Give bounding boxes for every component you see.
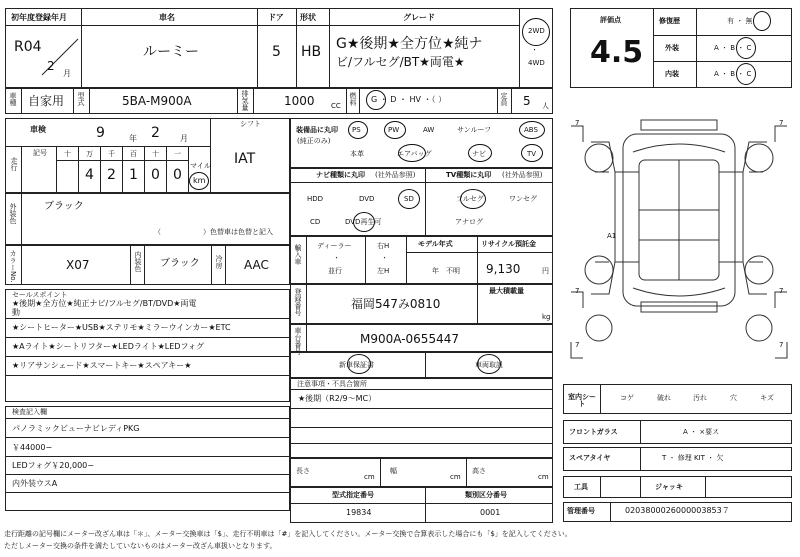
inspection-label: 車検 <box>30 125 46 134</box>
import-hand-dot: ・ <box>381 254 388 262</box>
capacity-unit: 人 <box>542 102 549 110</box>
navi-hdd: HDD <box>307 195 324 203</box>
sales-point-line-4: ★Aライト★シートリフター★LEDライト★LEDフォグ <box>12 342 205 351</box>
registration-era: R04 <box>14 39 42 55</box>
seat-tear: 破れ <box>657 394 671 402</box>
seat-scratch: キズ <box>760 394 774 402</box>
color-number-value: X07 <box>66 258 90 272</box>
seat-stain: 汚れ <box>693 394 707 402</box>
car-name-label: 車名 <box>159 13 175 22</box>
color-number-label: カラーNo. <box>9 250 17 283</box>
sales-points-label: セールスポイント <box>12 291 68 299</box>
interior-seat-label: 室内シート <box>568 393 596 408</box>
ac-label: 冷房 <box>215 255 223 269</box>
mileage-header-10man: 十 <box>64 150 71 158</box>
registration-month: 2 <box>47 59 55 73</box>
class-number-label: 類別区分番号 <box>465 491 507 499</box>
mileage-header-ichi: 一 <box>174 150 181 158</box>
equip-pw: PW <box>388 126 400 134</box>
footer-note-2: ただしメーター交換の条件を満たしていないものはメーター改ざん車扱いとなります。 <box>4 542 277 550</box>
score-value: 4.5 <box>590 35 644 70</box>
recycle-unit: 円 <box>542 267 549 275</box>
model-value: 5BA-M900A <box>122 94 192 108</box>
mileage-digit-2: 4 <box>85 167 94 183</box>
usage-label: 車種 <box>9 92 17 106</box>
model-year-value: 年 不明 <box>432 267 460 275</box>
sales-point-line-2: 動 <box>12 308 20 317</box>
inspection-month-unit: 月 <box>180 134 188 143</box>
grade-label: グレード <box>403 13 435 22</box>
fuel-options: G ・ D ・ HV ・（ ） <box>371 95 447 104</box>
import-dealer: ディーラー <box>317 242 352 250</box>
mileage-label: 走行 <box>10 157 18 171</box>
inspection-entry-4: 内外装ウスA <box>12 479 58 488</box>
type-designation-label: 型式指定番号 <box>332 491 374 499</box>
displacement-label: 排気量 <box>241 90 249 111</box>
fuel-label: 燃料 <box>349 92 357 106</box>
equip-abs: ABS <box>524 126 538 134</box>
seat-hole: 穴 <box>730 394 737 402</box>
tv-analog: アナログ <box>455 218 483 226</box>
import-dealer-dot: ・ <box>333 254 340 262</box>
drive-separator: ・ <box>531 46 538 54</box>
mileage-symbol-label: 記号 <box>33 149 47 157</box>
seat-burn: コゲ <box>620 394 634 402</box>
capacity-value: 5 <box>523 94 531 108</box>
car-damage-diagram <box>563 112 795 372</box>
mileage-km: km <box>193 176 206 185</box>
mileage-digit-3: 2 <box>107 167 116 183</box>
sales-point-line-1: ★後期★全方位★純正ナビ/フルセグ/BT/DVD★両電 <box>12 299 197 308</box>
equip-navi: ナビ <box>472 150 486 158</box>
spare-tire-value: T ・ 修理 KIT ・ 欠 <box>662 454 724 462</box>
drive-2wd: 2WD <box>528 27 545 35</box>
length-unit: cm <box>364 473 375 481</box>
import-label: 輸入車 <box>294 244 302 265</box>
capacity-label: 定員 <box>500 92 508 106</box>
tv-fullseg: フルセグ <box>456 195 484 203</box>
max-load-unit: kg <box>542 313 551 321</box>
inspection-entry-3: LEDフォグ￥20,000− <box>12 461 94 470</box>
notes-label: 注意事項・不具合箇所 <box>297 380 367 388</box>
mileage-digit-5: 0 <box>151 167 160 183</box>
interior-grade-options: A ・ B ・ C <box>714 70 752 78</box>
header-diagonal <box>40 37 80 77</box>
equip-tv: TV <box>527 150 537 158</box>
registration-month-unit: 月 <box>63 69 71 78</box>
max-load-label: 最大積載量 <box>489 287 524 295</box>
navi-type-sub: (社外品参照) <box>375 171 416 179</box>
registration-label: 登録番号 <box>294 288 302 316</box>
import-right-hand: 右H <box>377 242 390 250</box>
tools-label: 工具 <box>574 483 588 491</box>
first-registration-label: 初年度登録年月 <box>11 13 67 22</box>
inspection-year: 9 <box>96 125 105 141</box>
class-number-value: 0001 <box>480 508 501 517</box>
warranty-book: 新車保証書 <box>339 361 374 369</box>
displacement-unit: CC <box>331 102 341 110</box>
equip-airbag: エアバッグ <box>397 150 432 158</box>
inspection-entry-2: ￥44000− <box>12 443 53 452</box>
repair-history-label: 修復歴 <box>659 17 680 25</box>
diagram-bracket-label-tr: 7 <box>779 119 784 127</box>
height-unit: cm <box>538 473 549 481</box>
footer-note-1: 走行距離の記号欄にメーター改ざん車は「＊」、メーター交換車は「$」、走行不明車は「#」を記入してください。メーター交換で合算表示した場合にも「$」を記入してください。 <box>4 530 572 538</box>
mileage-header-sen: 千 <box>108 150 115 158</box>
type-number-block <box>290 487 553 523</box>
model-year-label: モデル年式 <box>418 240 453 248</box>
usage-value: 自家用 <box>28 94 65 108</box>
door-count: 5 <box>272 44 281 60</box>
grade-line-2: ビ/フルセグ/BT★両電★ <box>336 55 465 69</box>
equipment-sub: (純正のみ) <box>297 137 331 145</box>
jack-label: ジャッキ <box>655 483 683 491</box>
repair-none-circle <box>753 11 771 31</box>
displacement-value: 1000 <box>284 94 315 108</box>
exterior-color-value: ブラック <box>44 201 84 212</box>
diagram-damage-mark: A1 <box>607 232 617 240</box>
exterior-grade-label: 外装 <box>665 44 679 52</box>
navi-type-label: ナビ種類に丸印 <box>316 171 365 179</box>
management-number-value: 0203800026000003853７ <box>625 506 730 515</box>
color-change-note: （ ）色替車は色替と記入 <box>154 228 273 236</box>
height-label: 高さ <box>472 467 486 475</box>
recycle-label: リサイクル預託金 <box>481 240 537 248</box>
inspection-entry-1: パノラミックビューナビレディPKG <box>12 424 140 433</box>
shape-label: 形状 <box>300 13 316 22</box>
length-label: 長さ <box>296 467 310 475</box>
model-label: 型式 <box>77 92 85 106</box>
diagram-bracket-label-ml: 7 <box>575 287 580 295</box>
usage-row <box>5 88 553 114</box>
body-shape: HB <box>301 44 322 60</box>
owner-manual: 車両取説 <box>475 361 503 369</box>
width-unit: cm <box>450 473 461 481</box>
mileage-header-hyaku: 百 <box>130 150 137 158</box>
mileage-digit-6: 0 <box>173 167 182 183</box>
tv-oneseg: ワンセグ <box>509 195 537 203</box>
navi-cd: CD <box>310 218 321 226</box>
mileage-header-man: 万 <box>86 150 93 158</box>
diagram-bracket-label-bl: 7 <box>575 341 580 349</box>
diagram-bracket-label-tl: 7 <box>575 119 580 127</box>
interior-color-label: 内装色 <box>134 251 142 272</box>
navi-dvd-play: DVD再生可 <box>345 218 382 226</box>
spare-tire-label: スペアタイヤ <box>569 454 611 462</box>
registration-value: 福岡547み0810 <box>351 297 441 311</box>
diagram-bracket-label-br: 7 <box>779 341 784 349</box>
car-name: ルーミー <box>143 44 199 60</box>
interior-color-value: ブラック <box>160 258 200 269</box>
tv-type-label: TV種類に丸印 <box>446 171 492 179</box>
equip-leather: 本革 <box>350 150 364 158</box>
width-label: 幅 <box>390 467 397 475</box>
type-designation-value: 19834 <box>346 508 372 517</box>
grade-line-1: G★後期★全方位★純ナ <box>336 36 483 52</box>
inspection-entries-block <box>5 406 290 511</box>
import-parallel: 並行 <box>328 267 342 275</box>
sales-point-line-3: ★シートヒーター★USB★ステリモ★ミラーウインカー★ETC <box>12 323 231 332</box>
notes-block <box>290 378 553 458</box>
repair-history-options: 有 ・ 無 <box>727 17 753 25</box>
exterior-grade-options: A ・ B ・ C <box>714 44 752 52</box>
drive-4wd: 4WD <box>528 59 545 67</box>
windshield-value: A ・ ×要ス <box>683 428 720 436</box>
navi-sd: SD <box>404 195 414 203</box>
score-label: 評価点 <box>600 16 621 24</box>
import-left-hand: 左H <box>377 267 390 275</box>
shift-value: IAT <box>234 151 256 167</box>
navi-dvd: DVD <box>359 195 375 203</box>
diagram-bracket-label-mr: 7 <box>779 287 784 295</box>
inspection-year-unit: 年 <box>129 134 137 143</box>
equipment-label: 装備品に丸印 <box>296 126 338 134</box>
interior-grade-label: 内装 <box>665 70 679 78</box>
mileage-digit-4: 1 <box>129 167 138 183</box>
inspection-month: 2 <box>151 125 160 141</box>
vin-label: 車台番号 <box>294 327 302 355</box>
documents-block <box>290 352 553 378</box>
mileage-mile-label: マイル <box>190 162 211 170</box>
exterior-color-label: 外装色 <box>9 203 17 224</box>
equip-sunroof: サンルーフ <box>457 126 492 134</box>
recycle-value: 9,130 <box>486 262 521 276</box>
mileage-header-juu: 十 <box>152 150 159 158</box>
equip-ps: PS <box>352 126 361 134</box>
shift-label: シフト <box>240 120 261 128</box>
door-label: ドア <box>268 13 284 22</box>
notes-value: ★後期（R2/9〜MC） <box>298 394 377 403</box>
sales-point-line-5: ★リアサンシェード★スマートキー★スペアキー★ <box>12 361 192 370</box>
dimensions-block <box>290 458 553 487</box>
inspection-entries-label: 検査記入欄 <box>12 408 47 416</box>
windshield-label: フロントガラス <box>569 428 618 436</box>
management-number-label: 管理番号 <box>567 507 595 515</box>
ac-value: AAC <box>244 258 269 272</box>
equip-aw: AW <box>423 126 435 134</box>
vin-value: M900A-0655447 <box>360 332 459 346</box>
tv-type-sub: (社外品参照) <box>502 171 543 179</box>
